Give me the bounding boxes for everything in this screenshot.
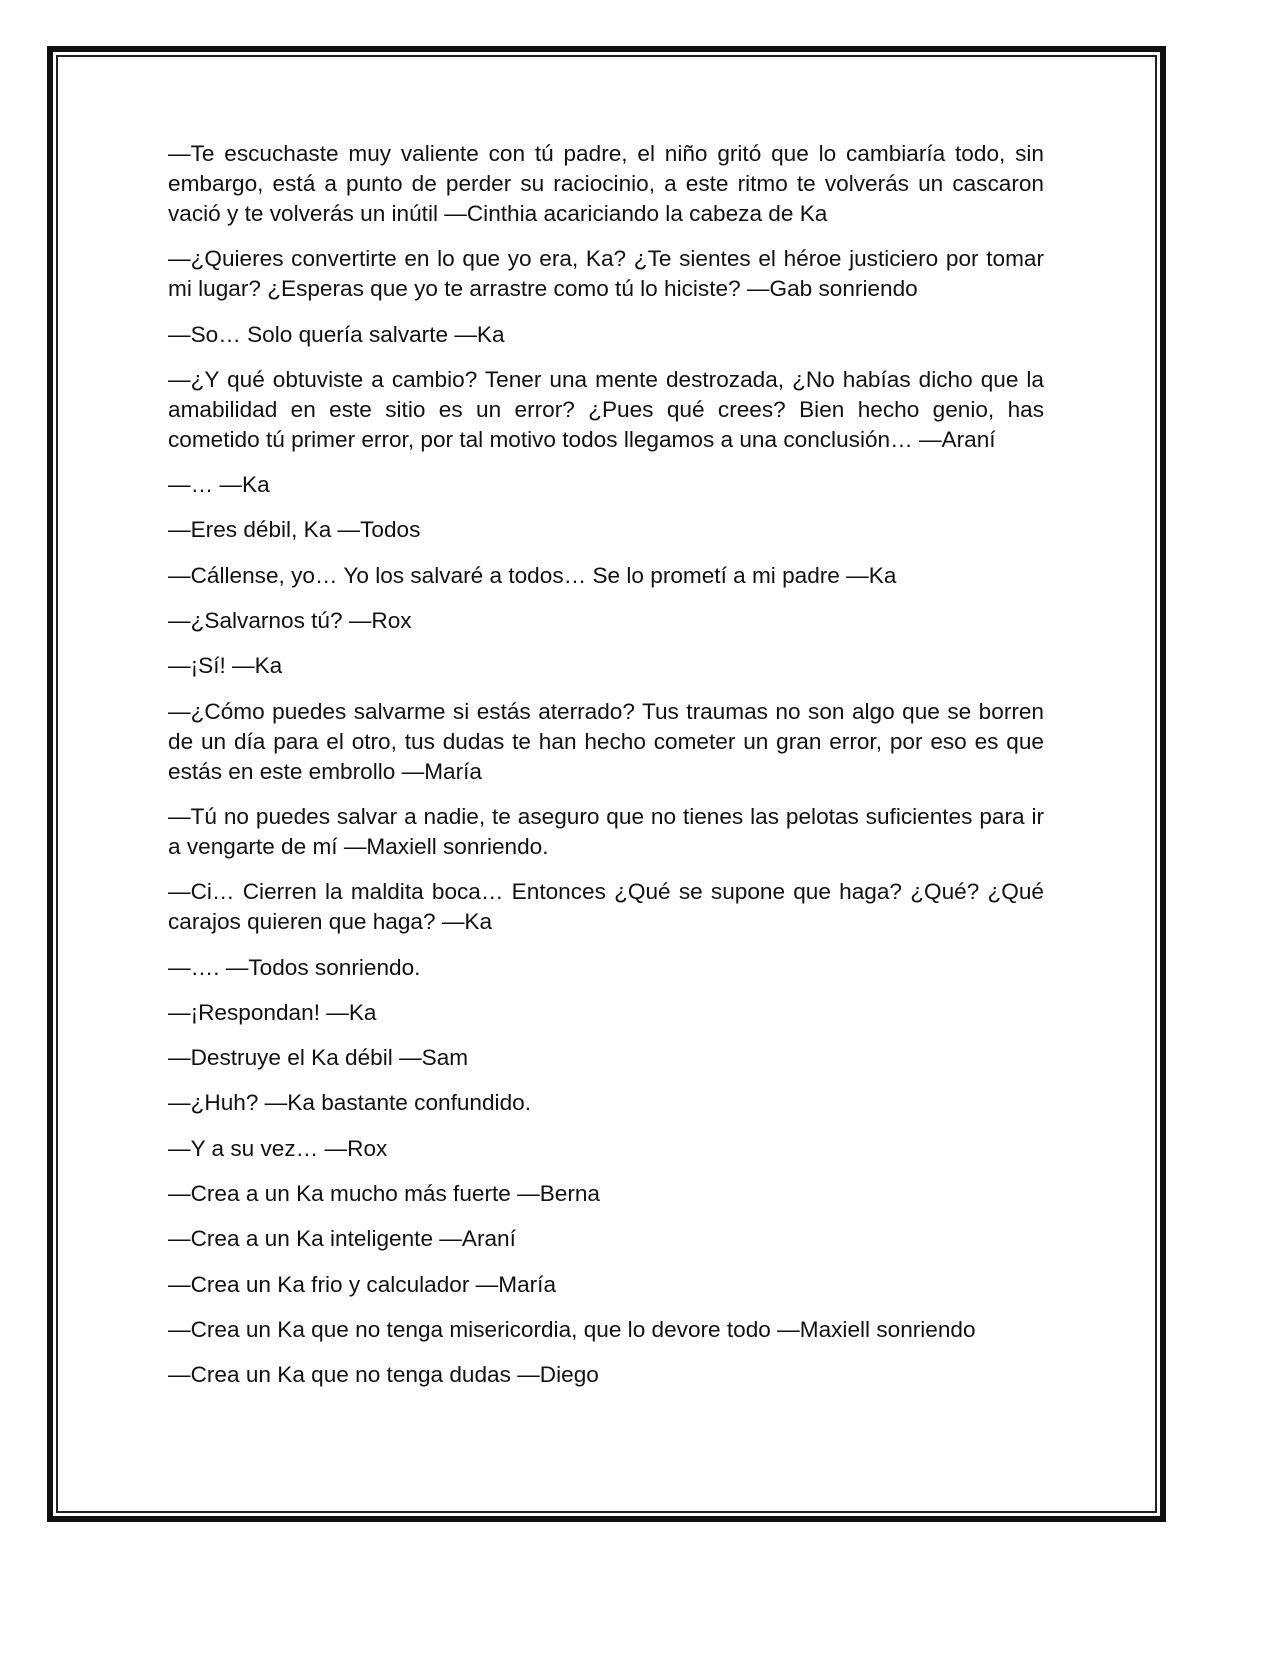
paragraph-diego-dudas: —Crea un Ka que no tenga dudas —Diego [168, 1362, 599, 1388]
paragraph-ka-salvarte: —So… Solo quería salvarte —Ka [168, 321, 505, 347]
paragraph-maria-aterrado: —¿Cómo puedes salvarme si estás aterrado? Tus traumas no son algo que se borren de un día para el otro, tus dudas te han hecho cometer un gran error, por eso es que estás en este embrollo —María [168, 698, 1044, 784]
paragraph-todos-sonriendo: —…. —Todos sonriendo. [168, 954, 421, 980]
paragraph-ka-cierren: —Ci… Cierren la maldita boca… Entonces ¿Qué se supone que haga? ¿Qué? ¿Qué carajos quieren que haga? —Ka [168, 879, 1044, 935]
paragraph-ka-ellipsis: —… —Ka [168, 472, 270, 498]
paragraph-cinthia: —Te escuchaste muy valiente con tú padre, el niño gritó que lo cambiaría todo, sin embargo, está a punto de perder su raciocinio, a este ritmo te volverás un cascaron vació y te volverás un inútil —Cinthia acariciando la cabeza de Ka [168, 141, 1044, 226]
document-body [168, 139, 1044, 1406]
paragraph-arani-inteligente: —Crea a un Ka inteligente —Araní [168, 1226, 516, 1252]
paragraph-berna-fuerte: —Crea a un Ka mucho más fuerte —Berna [168, 1181, 600, 1207]
paragraph-maxiell-misericordia: —Crea un Ka que no tenga misericordia, que lo devore todo —Maxiell sonriendo [168, 1316, 976, 1342]
paragraph-ka-huh: —¿Huh? —Ka bastante confundido. [168, 1090, 531, 1116]
paragraph-maxiell-nadie: —Tú no puedes salvar a nadie, te aseguro que no tienes las pelotas suficientes para ir a vengarte de mí —Maxiell sonriendo. [168, 803, 1044, 859]
paragraph-gab: —¿Quieres convertirte en lo que yo era, Ka? ¿Te sientes el héroe justiciero por tomar mi lugar? ¿Esperas que yo te arrastre como tú lo hiciste? —Gab sonriendo [168, 246, 1044, 302]
paragraph-ka-respondan: —¡Respondan! —Ka [168, 999, 377, 1025]
paragraph-maria-frio: —Crea un Ka frio y calculador —María [168, 1271, 557, 1297]
paragraph-todos-debil: —Eres débil, Ka —Todos [168, 517, 421, 543]
paragraph-ka-callense: —Cállense, yo… Yo los salvaré a todos… Se lo prometí a mi padre —Ka [168, 562, 897, 588]
paragraph-rox-salvarnos: —¿Salvarnos tú? —Rox [168, 608, 412, 634]
paragraph-arani: —¿Y qué obtuviste a cambio? Tener una mente destrozada, ¿No habías dicho que la amabilidad en este sitio es un error? ¿Pues qué crees? Bien hecho genio, has cometido tú primer error, por tal motivo todos llegamos a una conclusión… —Araní [168, 366, 1044, 452]
paragraph-rox-vez: —Y a su vez… —Rox [168, 1135, 388, 1161]
paragraph-ka-si: —¡Sí! —Ka [168, 653, 283, 679]
paragraph-sam-destruye: —Destruye el Ka débil —Sam [168, 1045, 469, 1071]
